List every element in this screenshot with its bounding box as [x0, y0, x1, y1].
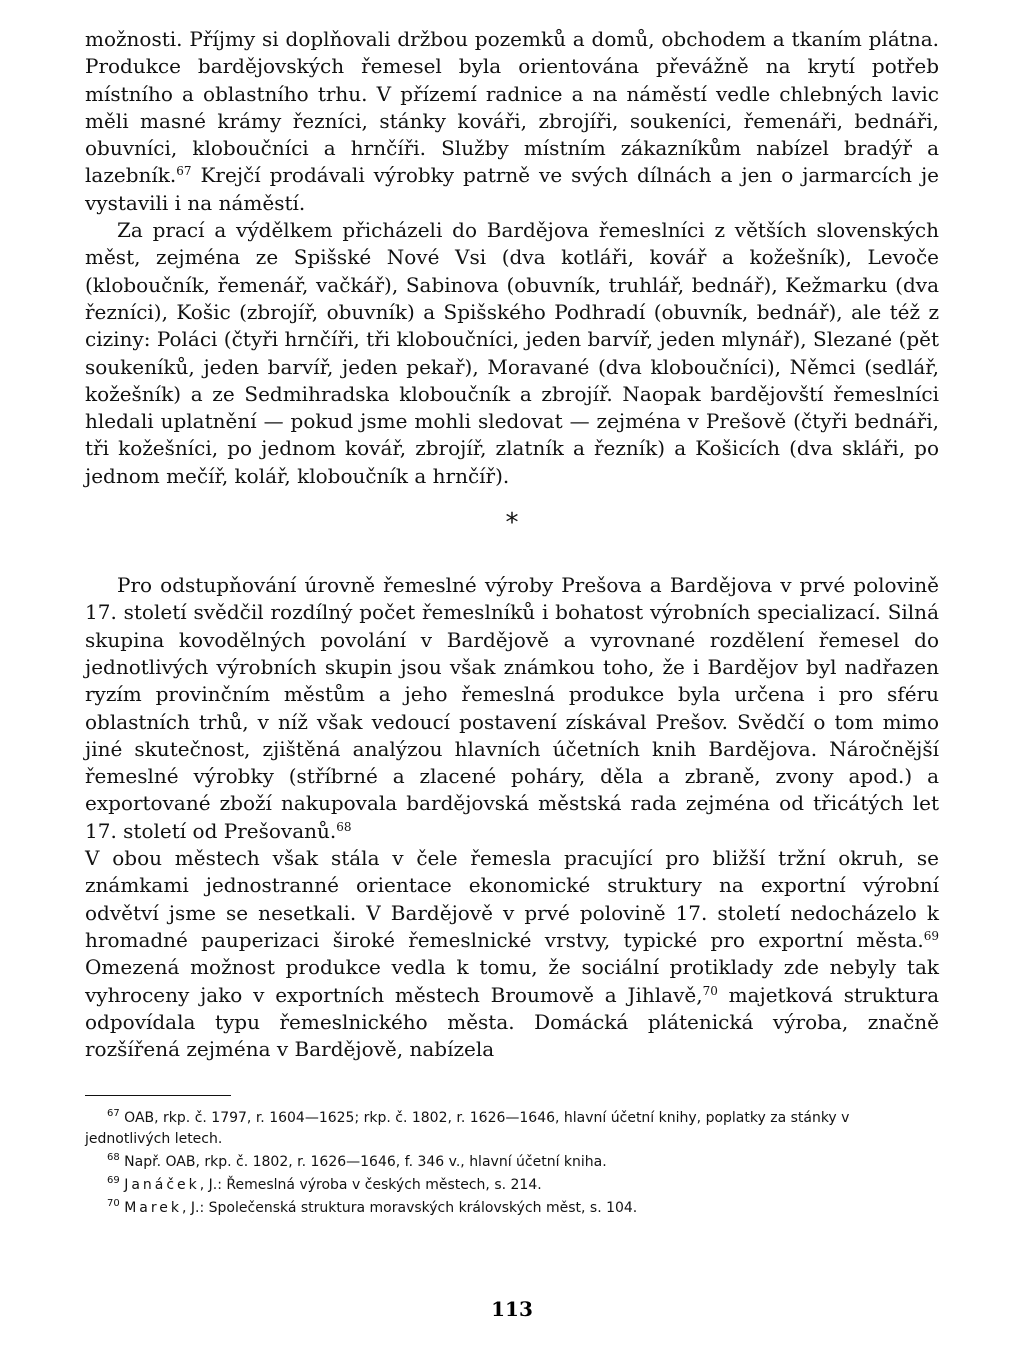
- paragraph-2: [85, 217, 939, 490]
- footnote-text: OAB, rkp. č. 1797, r. 1604—1625; rkp. č. 1802, r. 1626—1646, hlavní účetní knihy, poplatky za stánky v jednotlivých letech.: [85, 1110, 850, 1148]
- footnote-ref-68[interactable]: 68: [336, 819, 352, 834]
- footnote-68: [85, 1152, 939, 1173]
- footnote-text: , J.: Společenská struktura moravských královských měst, s. 104.: [182, 1200, 638, 1217]
- paragraph-4-text-b: Omezená možnost produkce vedla k tomu, že sociální protiklady zde nebyly tak vyhroceny jako v exportních městech Broumově a Jihlavě,: [85, 955, 939, 1007]
- paragraph-1-text: možnosti. Příjmy si doplňovali držbou pozemků a domů, obchodem a tkaním plátna. Produkce bardějovských řemesel byla orientována převážně na krytí potřeb místního a oblastního trhu. V přízemí radnice a na náměstí vedle chlebných lavic měli masné krámy řezníci, stánky kováři, zbrojíři, soukeníci, řemenáři, bednáři, obuvníci, kloboučníci a hrnčíři. Služby místním zákazníkům nabízel bradýř a lazebník.: [85, 27, 939, 188]
- footnote-author: Marek: [124, 1200, 183, 1217]
- paragraph-2-text: Za prací a výdělkem přicházeli do Bardějova řemeslníci z větších slovenských měst, zejména ze Spišské Nové Vsi (dva kotláři, kovář a kožešník), Levoče (kloboučník, řemenář, vačkář), Sabinova (obuvník, truhlář, bednář), Kežmarku (dva řezníci), Košic (zbrojíř, obuvník) a Spišského Podhradí (obuvník, bednář), ale též z ciziny: Poláci (čtyři hrnčíři, tři kloboučníci, jeden barvíř, jeden mlynář), Slezané (pět soukeníků, jeden barvíř, jeden pekař), Moravané (dva kloboučníci), Němci (sedlář, kožešník) a ze Sedmihradska kloboučník a zbrojíř. Naopak bardějovští řemeslníci hledali uplatnění — pokud jsme mohli sledovat — zejména v Prešově (čtyři bednáři, tři kožešníci, po jednom kovář, zbrojíř, zlatník a řezník) a Košicích (dva skláři, po jednom mečíř, kolář, kloboučník a hrnčíř).: [85, 218, 939, 488]
- footnote-ref-70[interactable]: 70: [702, 983, 718, 998]
- footnote-number: 69: [107, 1175, 120, 1187]
- footnote-ref-67[interactable]: 67: [176, 164, 192, 179]
- paragraph-3: [85, 572, 939, 845]
- paragraph-4-text-c: majetková struktura odpovídala typu řemeslnického města. Domácká plátenická výroba, značně rozšířená zejména v Bardějově, nabízela: [85, 982, 939, 1062]
- footnote-text: Např. OAB, rkp. č. 1802, r. 1626—1646, f. 346 v., hlavní účetní kniha.: [119, 1154, 607, 1171]
- paragraph-3-text: Pro odstupňování úrovně řemeslné výroby Prešova a Bardějova v prvé polovině 17. století svědčil rozdílný počet řemeslníků i bohatost výrobních specializací. Silná skupina kovodělných povolání v Bardějově a vyrovnané rozdělení řemesel do jednotlivých výrobních skupin jsou však známkou toho, že i Bardějov byl nadřazen ryzím provinčním městům a jeho řemeslná produkce byla určena i pro sféru oblastních trhů, v níž však vedoucí postavení získával Prešov. Svědčí o tom mimo jiné skutečnost, zjištěná analýzou hlavních účetních knih Bardějova. Náročnější řemeslné výrobky (stříbrné a zlacené poháry, děla a zbraně, zvony apod.) a exportované zboží nakupovala bardějovská městská rada zejména od třicátých let 17. století od Prešovanů.: [85, 573, 939, 843]
- footnote-divider: [85, 1095, 231, 1096]
- paragraph-4-text-a: V obou městech však stála v čele řemesla pracující pro bližší tržní okruh, se známkami jednostranné orientace ekonomické struktury na exportní výrobní odvětví jsme se nesetkali. V Bardějově v prvé polovině 17. století nedocházelo k hromadné pauperizaci široké řemeslnické vrstvy, typické pro exportní města.: [85, 846, 939, 952]
- footnote-number: 67: [107, 1108, 120, 1120]
- page-number: 113: [491, 1297, 533, 1321]
- footnote-ref-69[interactable]: 69: [923, 928, 939, 943]
- footnote-number: 70: [107, 1198, 120, 1210]
- footnote-text: , J.: Řemeslná výroba v českých městech, s. 214.: [199, 1177, 542, 1194]
- footnote-number: 68: [107, 1152, 120, 1164]
- document-page: [85, 26, 939, 1221]
- footnote-69: [85, 1175, 939, 1196]
- paragraph-1: [85, 26, 939, 217]
- footnote-67: [85, 1108, 939, 1150]
- paragraph-1-tail: Krejčí prodávali výrobky patrně ve svých dílnách a jen o jarmarcích je vystavili i na náměstí.: [85, 163, 939, 215]
- footnote-author: Janáček: [124, 1177, 200, 1194]
- footnote-70: [85, 1198, 939, 1219]
- paragraph-4: [85, 845, 939, 1063]
- section-separator: *: [505, 508, 519, 539]
